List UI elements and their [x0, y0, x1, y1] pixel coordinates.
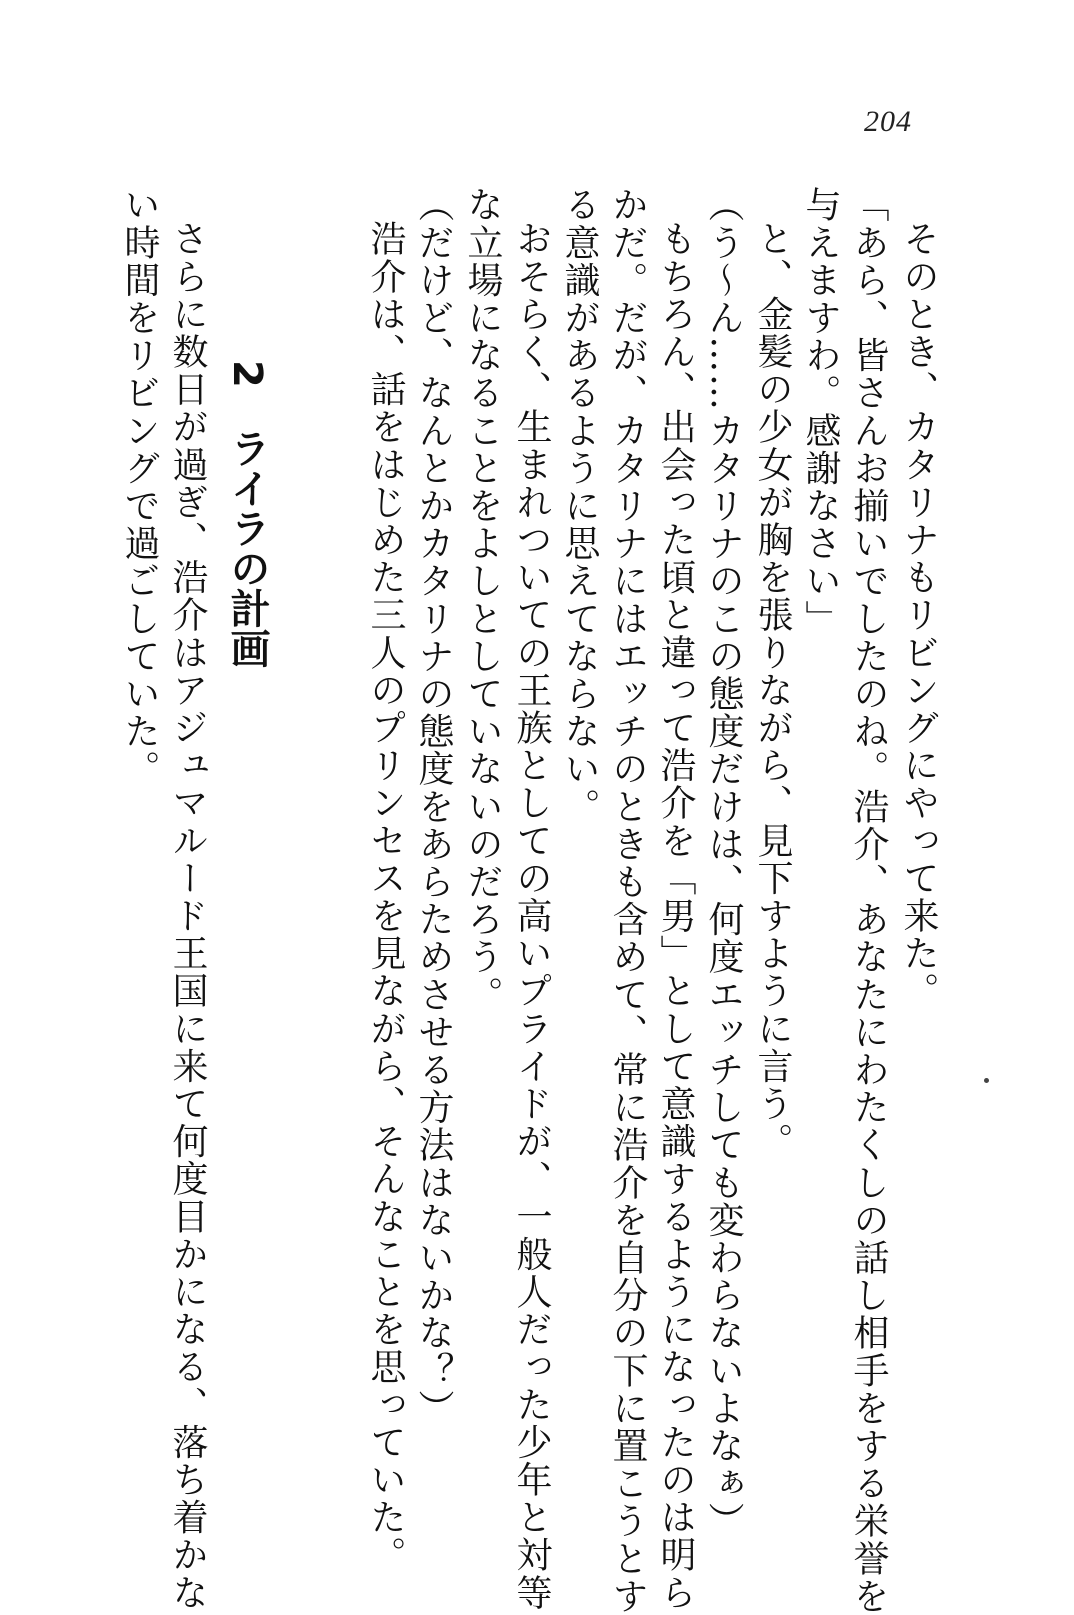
text-line: さらに数日が過ぎ、浩介はアジュマルード王国に来て何度目かになる、落ち着かな: [167, 220, 208, 1612]
text-line: もちろん、出会った頃と違って浩介を「男」として意識するようになったのは明ら: [655, 220, 696, 1612]
text-line: い時間をリビングで過ごしていた。: [119, 186, 160, 788]
text-line: な立場になることをよしとしていないのだろう。: [462, 186, 503, 1014]
text-line: 「あら、皆さんお揃いでしたのね。浩介、あなたにわたくしの話し相手をする栄誉を: [848, 186, 889, 1615]
text-line: そのとき、カタリナもリビングにやって来た。: [898, 220, 939, 1010]
text-line: おそらく、生まれついての王族としての高いプライドが、一般人だった少年と対等: [511, 220, 552, 1612]
text-line: かだ。だが、カタリナにはエッチのときも含めて、常に浩介を自分の下に置こうとす: [607, 186, 648, 1615]
vertical-text-body: [0, 186, 1074, 1615]
text-line: 与えますわ。感謝なさい」: [800, 186, 841, 638]
page-number: 204: [864, 105, 912, 138]
text-line: （う～ん……カタリナのこの態度だけは、何度エッチしても変わらないよなぁ）: [703, 186, 744, 1540]
scan-speck: [984, 1078, 989, 1083]
text-line: る意識があるように思えてならない。: [559, 186, 600, 826]
text-line: 浩介は、話をはじめた三人のプリンセスを見ながら、そんなことを思っていた。: [365, 220, 406, 1574]
section-title: ライラの計画: [224, 427, 270, 668]
text-line: と、金髪の少女が胸を張りながら、見下すように言う。: [752, 220, 793, 1160]
section-heading: [222, 360, 272, 668]
section-number: 2: [224, 360, 270, 388]
text-line: （だけど、なんとかカタリナの態度をあらためさせる方法はないかな？）: [413, 186, 454, 1427]
